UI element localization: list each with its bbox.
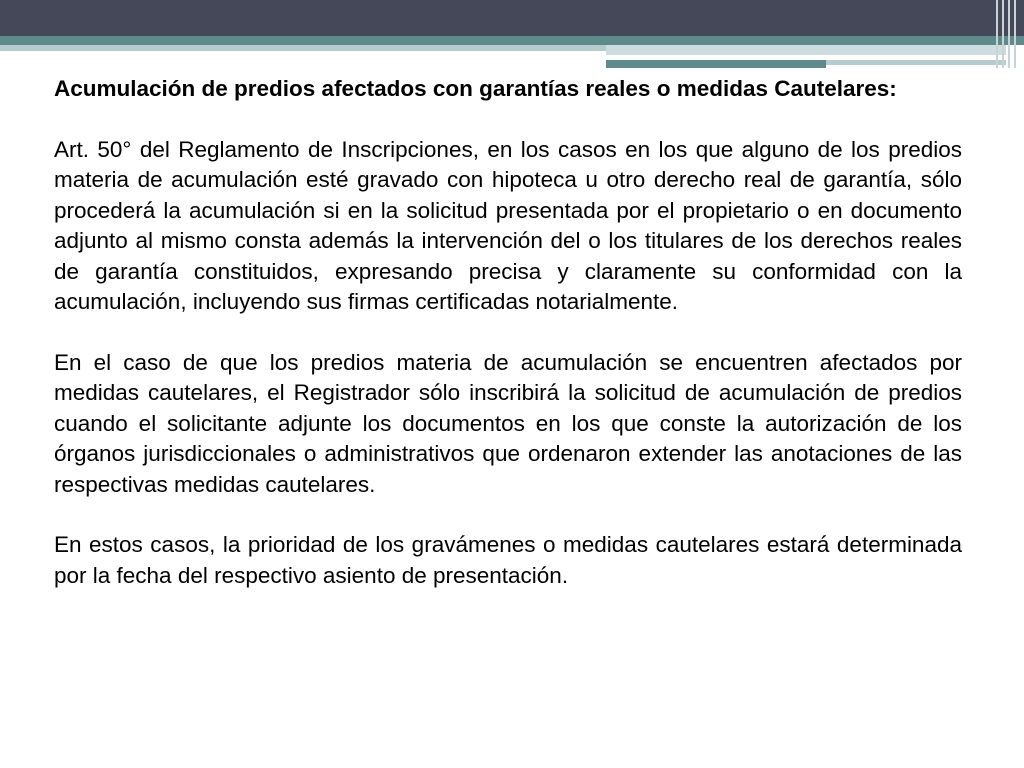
header-teal-stripe-short — [606, 60, 826, 68]
header-light-stripe — [0, 45, 606, 51]
slide-body — [54, 74, 962, 621]
header-dark-band — [0, 0, 1024, 36]
header-teal-stripe — [0, 36, 1024, 45]
slide-heading: Acumulación de predios afectados con garantías reales o medidas Cautelares: — [54, 76, 897, 101]
header-vertical-line — [1002, 0, 1004, 68]
header-vertical-line — [996, 0, 998, 68]
header-light-stripe-right — [606, 45, 1006, 55]
header-vertical-line — [1014, 0, 1016, 68]
header-vertical-line — [1008, 0, 1010, 68]
paragraph-article-50: Art. 50° del Reglamento de Inscripciones, en los casos en los que alguno de los predios materia de acumulación esté gravado con hipoteca u otro derecho real de garantía, sólo procederá la acumulación si en la solicitud presentada por el propietario o en documento adjunto al mismo consta además la intervención del o los titulares de los derechos reales de garantía constituidos, expresando precisa y claramente su conformidad con la acumulación, incluyendo sus firmas certificadas notarialmente. — [54, 136, 962, 314]
header-light-stripe-short — [826, 60, 1006, 65]
slide-header-decoration — [0, 0, 1024, 70]
paragraph-prioridad: En estos casos, la prioridad de los gravámenes o medidas cautelares estará determinada por la fecha del respectivo asiento de presentación. — [54, 532, 962, 588]
paragraph-medidas-cautelares: En el caso de que los predios materia de acumulación se encuentren afectados por medidas cautelares, el Registrador sólo inscribirá la solicitud de acumulación de predios cuando el solicitante adjunte los documentos en los que conste la autorización de los órganos jurisdiccionales o administrativos que ordenaron extender las anotaciones de las respectivas medidas cautelares. — [54, 349, 962, 497]
